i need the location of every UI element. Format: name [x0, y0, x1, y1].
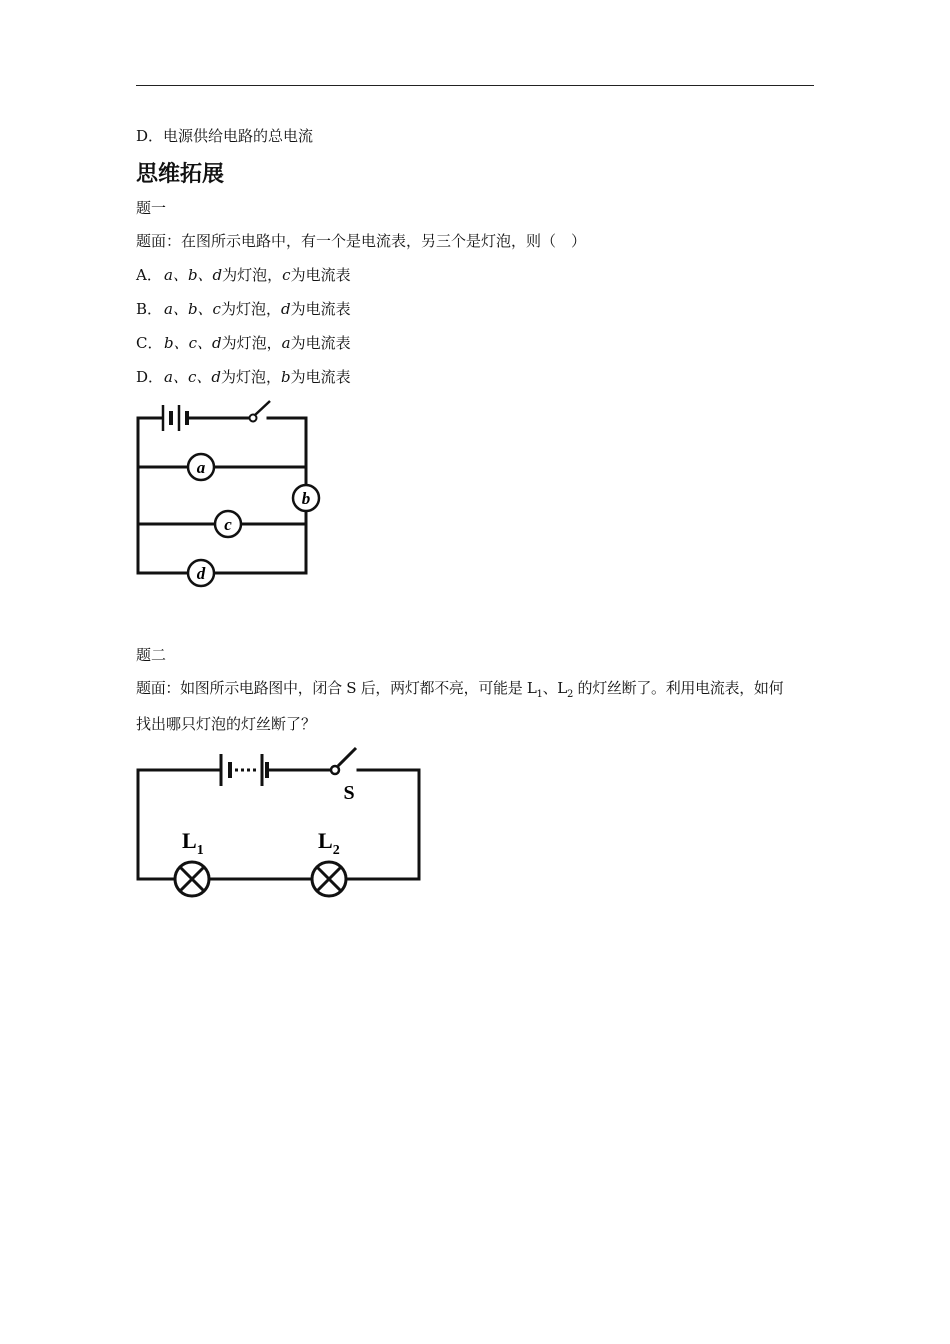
- element-c: [215, 511, 241, 537]
- element-c-label: c: [224, 515, 232, 534]
- switch-label: S: [343, 782, 355, 804]
- lamp-word: 为灯泡，: [222, 266, 283, 284]
- option-label: C．: [136, 334, 163, 352]
- lamp-word: 为灯泡，: [220, 300, 281, 318]
- element-b: [293, 485, 319, 511]
- meter-word: 为电流表: [290, 368, 351, 386]
- subscript: 1: [536, 689, 543, 700]
- element-d: [188, 560, 214, 586]
- q1-option-b: [136, 299, 351, 319]
- stem-text: 的灯丝断了。利用电流表，如何: [573, 679, 784, 697]
- option-meter: b: [280, 368, 291, 386]
- outer-wire: [138, 418, 306, 573]
- q1-title: 题一: [136, 199, 167, 217]
- lamp-l1-icon: [175, 862, 209, 896]
- element-d-label: d: [196, 564, 206, 583]
- lamp-word: 为灯泡，: [220, 368, 281, 386]
- lamp-l2-icon: [312, 862, 346, 896]
- lamp-l1-label: $L_1$: [182, 828, 204, 858]
- option-meter: a: [281, 334, 291, 352]
- element-a-label: a: [196, 458, 206, 477]
- q2-title: 题二: [136, 646, 167, 664]
- battery-icon: [163, 405, 187, 431]
- subscript: 2: [566, 689, 574, 700]
- option-meter: d: [280, 300, 291, 318]
- circuit-diagram-1: [130, 395, 330, 595]
- option-label: B．: [136, 300, 163, 318]
- meter-word: 为电流表: [290, 334, 351, 352]
- q2-stem-line2: 找出哪只灯泡的灯丝断了？: [136, 715, 317, 733]
- option-lamps: a、b、d: [164, 266, 223, 284]
- battery-icon: [221, 754, 267, 786]
- switch-icon: [331, 748, 356, 774]
- option-lamps: b、c、d: [164, 334, 222, 352]
- option-label: A．: [136, 266, 162, 284]
- header-rule: [136, 85, 814, 86]
- option-lamps: a、b、c: [164, 300, 221, 318]
- stem-text: 、L: [542, 679, 567, 697]
- option-label: D．: [136, 368, 164, 386]
- option-text: 电源供给电路的总电流: [163, 127, 314, 145]
- circuit-diagram-2: [130, 740, 430, 905]
- section-title: 思维拓展: [136, 162, 225, 187]
- outer-wire: [138, 770, 419, 879]
- prev-option-d: [136, 126, 313, 146]
- element-a: [188, 454, 214, 480]
- meter-word: 为电流表: [290, 266, 351, 284]
- element-b-label: b: [301, 489, 311, 508]
- meter-word: 为电流表: [290, 300, 351, 318]
- option-label: D．: [136, 127, 164, 145]
- option-lamps: a、c、d: [164, 368, 221, 386]
- q1-stem: 题面：在图所示电路中，有一个是电流表，另三个是灯泡，则（ ）: [136, 232, 587, 250]
- q2-stem-line1: [136, 678, 783, 705]
- lamp-word: 为灯泡，: [221, 334, 282, 352]
- stem-text: 题面：如图所示电路图中，闭合 S 后，两灯都不亮，可能是 L: [136, 679, 537, 697]
- q1-option-d: [136, 367, 351, 387]
- q1-option-c: [136, 333, 351, 353]
- option-meter: c: [282, 266, 291, 284]
- q1-option-a: [136, 265, 351, 285]
- lamp-l2-label: $L_2$: [318, 828, 340, 858]
